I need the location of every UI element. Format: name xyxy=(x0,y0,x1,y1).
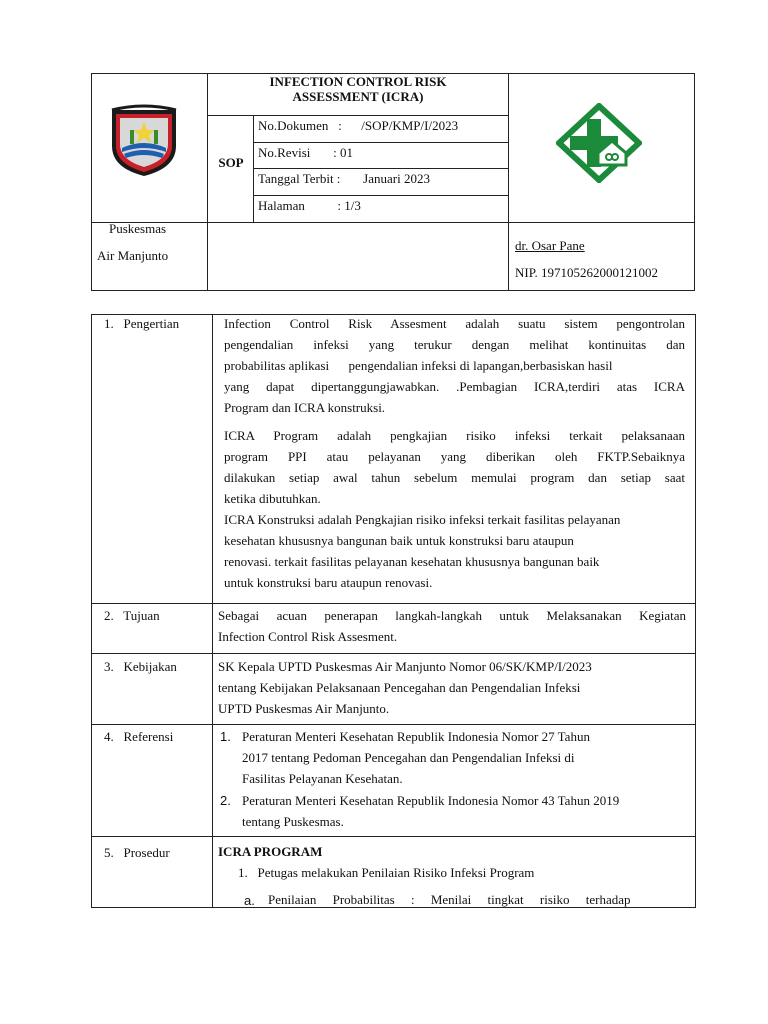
sop-label: SOP xyxy=(218,155,244,170)
text-line: Sebagai acuan penerapan langkah-langkah untuk Melaksanakan Kegiatan xyxy=(218,608,686,623)
header-divider xyxy=(91,222,695,223)
text-line: ketika dibutuhkan. xyxy=(224,491,321,506)
header-divider xyxy=(253,168,508,169)
section-label-tujuan: 2. Tujuan xyxy=(104,608,160,623)
text-line: Peraturan Menteri Kesehatan Republik Indonesia Nomor 43 Tahun 2019 xyxy=(242,793,620,808)
kebijakan-text xyxy=(218,656,686,719)
text-line: Program dan ICRA konstruksi. xyxy=(224,400,386,415)
header-divider xyxy=(207,73,208,291)
text-line: UPTD Puskesmas Air Manjunto. xyxy=(218,701,390,716)
table-row-divider xyxy=(91,836,696,837)
institution-name: Puskesmas xyxy=(109,221,167,236)
text-line: ICRA Program adalah pengkajian risiko infeksi terkait pelaksanaan xyxy=(224,428,685,443)
prosedur-heading: ICRA PROGRAM xyxy=(218,844,323,859)
text-line: tentang Puskesmas. xyxy=(242,814,344,829)
header-divider xyxy=(253,195,508,196)
document-title-line2: ASSESSMENT (ICRA) xyxy=(292,89,424,104)
section-label-pengertian: 1. Pengertian xyxy=(104,316,180,331)
page-number: Halaman : 1/3 xyxy=(258,198,361,213)
text-line: Fasilitas Pelayanan Kesehatan. xyxy=(242,771,403,786)
table-row-divider xyxy=(91,724,696,725)
text-line: renovasi. terkait fasilitas pelayanan kesehatan khususnya bangunan baik xyxy=(224,554,600,569)
signer-nip: NIP. 197105262000121002 xyxy=(515,265,659,280)
prosedur-sub-a: Penilaian Probabilitas : Menilai tingkat risiko terhadap xyxy=(268,892,631,907)
issue-date: Tanggal Terbit : Januari 2023 xyxy=(258,171,430,186)
text-line: tentang Kebijakan Pelaksanaan Pencegahan dan Pengendalian Infeksi xyxy=(218,680,581,695)
section-label-referensi: 4. Referensi xyxy=(104,729,174,744)
section-label-kebijakan: 3. Kebijakan xyxy=(104,659,177,674)
text-line: program PPI atau pelayanan yang diberikan oleh FKTP.Sebaiknya xyxy=(224,449,685,464)
text-line: pengendalian infeksi yang terukur dengan melihat kontinuitas dan xyxy=(224,337,685,352)
text-line: untuk konstruksi baru ataupun renovasi. xyxy=(224,575,433,590)
text-line: SK Kepala UPTD Puskesmas Air Manjunto Nomor 06/SK/KMP/I/2023 xyxy=(218,659,592,674)
reference-2-text xyxy=(242,790,686,832)
header-divider xyxy=(253,142,508,143)
pengertian-text xyxy=(224,313,685,593)
text-line: Infection Control Risk Assesment adalah suatu sistem pengontrolan xyxy=(224,316,685,331)
document-number: No.Dokumen : /SOP/KMP/I/2023 xyxy=(258,118,459,133)
text-line: Infection Control Risk Assesment. xyxy=(218,629,398,644)
text-line: 2017 tentang Pedoman Pencegahan dan Pengendalian Infeksi di xyxy=(242,750,575,765)
reference-number: 2. xyxy=(220,793,231,808)
reference-1-text xyxy=(242,726,686,789)
regional-emblem-logo xyxy=(104,100,184,180)
document-title-line1: INFECTION CONTROL RISK xyxy=(269,74,447,89)
signer-name: dr. Osar Pane xyxy=(515,238,585,253)
revision-number: No.Revisi : 01 xyxy=(258,145,353,160)
table-row-divider xyxy=(91,603,696,604)
text-line: yang dapat dipertanggungjawabkan. .Pembagian ICRA,terdiri atas ICRA xyxy=(224,379,685,394)
table-row-divider xyxy=(91,653,696,654)
prosedur-step-1: 1. Petugas melakukan Penilaian Risiko Infeksi Program xyxy=(238,865,535,880)
institution-location: Air Manjunto xyxy=(97,248,169,263)
document-title xyxy=(210,74,506,104)
text-line: probabilitas aplikasi pengendalian infeksi di lapangan,berbasiskan hasil xyxy=(224,358,613,373)
text-line: Peraturan Menteri Kesehatan Republik Indonesia Nomor 27 Tahun xyxy=(242,729,590,744)
text-line: ICRA Konstruksi adalah Pengkajian risiko infeksi terkait fasilitas pelayanan xyxy=(224,512,621,527)
section-label-prosedur: 5. Prosedur xyxy=(104,845,170,860)
text-line: dilakukan setiap awal tahun sebelum memulai program dan setiap saat xyxy=(224,470,685,485)
reference-number: 1. xyxy=(220,729,231,744)
table-column-divider xyxy=(212,314,213,908)
header-divider xyxy=(508,73,509,291)
text-line: kesehatan khususnya bangunan baik untuk konstruksi baru ataupun xyxy=(224,533,574,548)
sub-item-marker: a. xyxy=(244,893,255,908)
puskesmas-logo xyxy=(556,103,642,183)
tujuan-text xyxy=(218,605,686,647)
